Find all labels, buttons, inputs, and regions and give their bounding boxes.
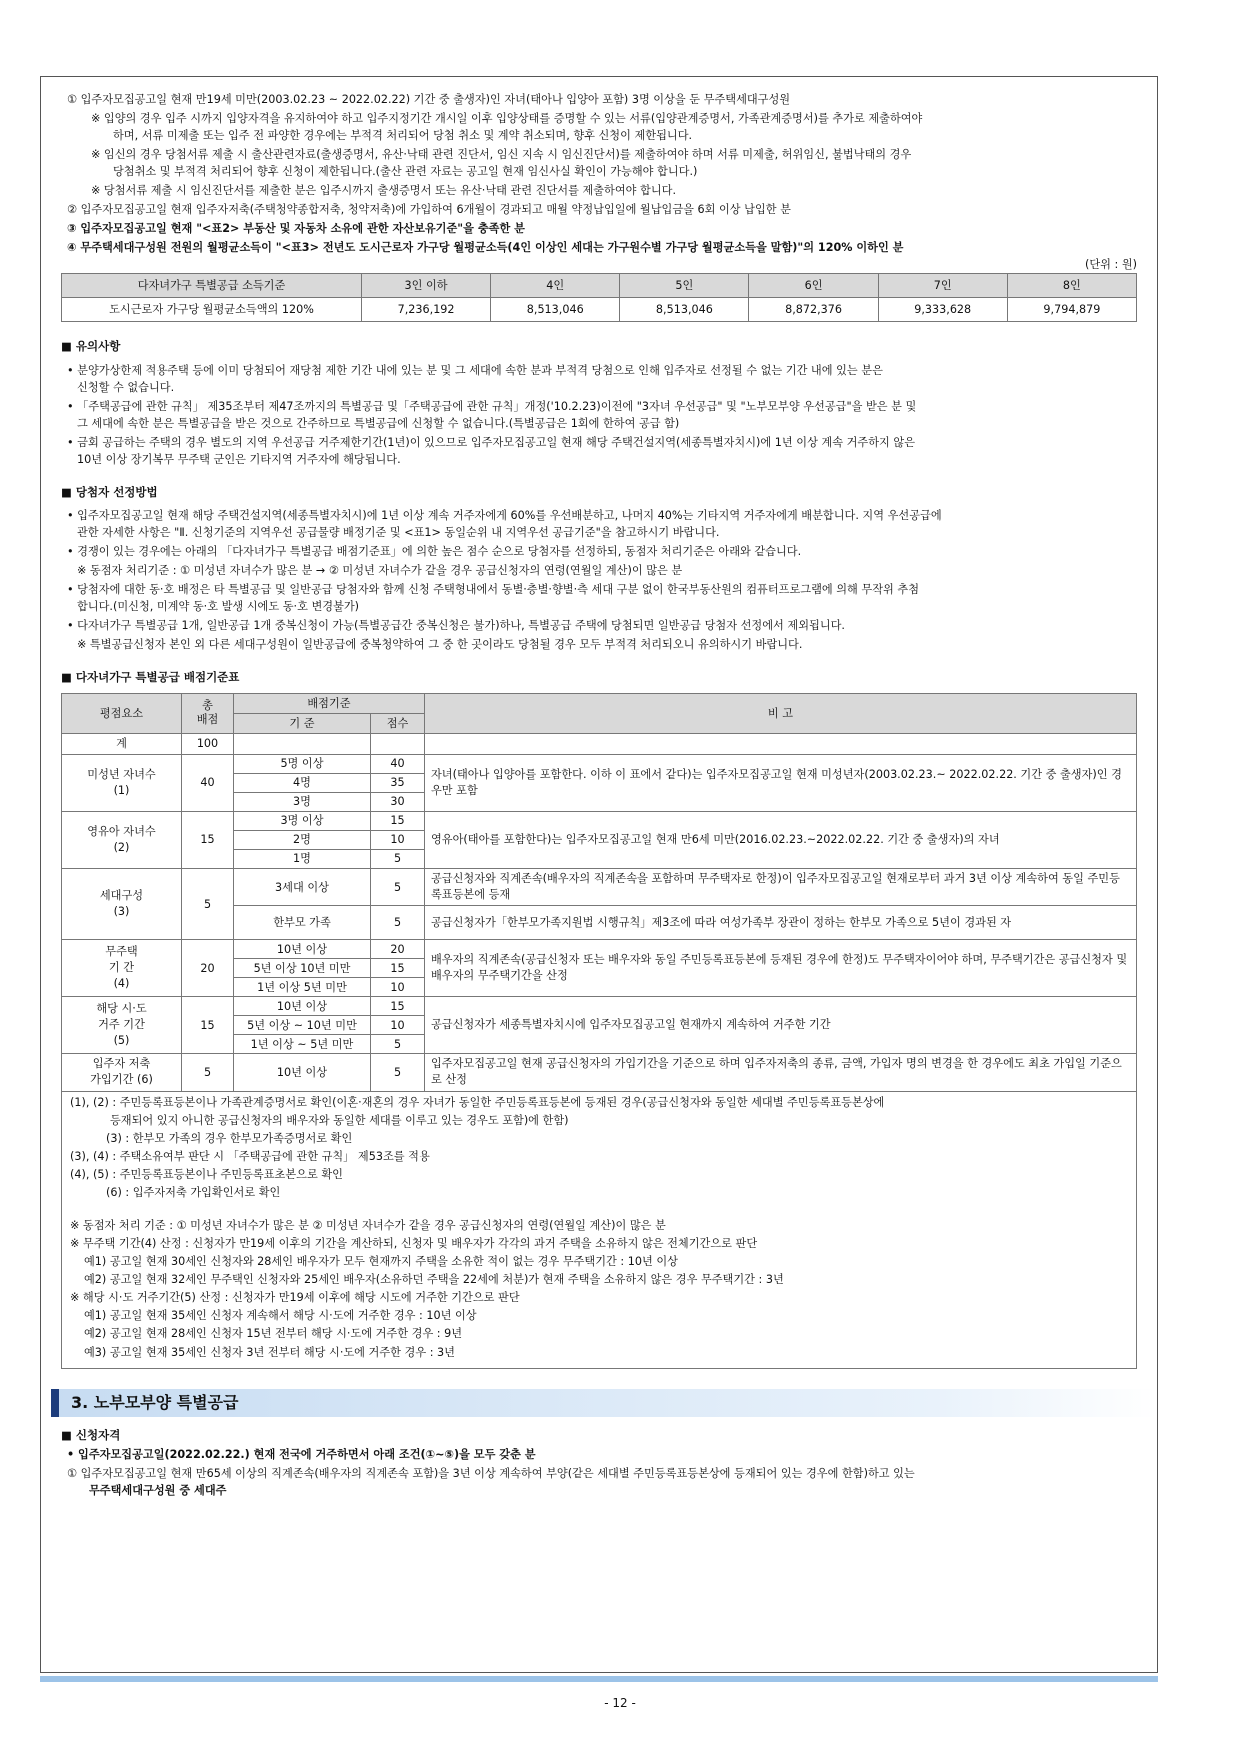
income-header-row	[62, 274, 1137, 298]
eligibility-condition-1-cont: 무주택세대구성원 중 세대주	[89, 1484, 227, 1498]
score-criterion: 10년 이상	[234, 940, 371, 959]
score-row	[62, 868, 1137, 905]
income-header: 6인	[749, 274, 878, 298]
selection-item: • 다자녀가구 특별공급 1개, 일반공급 1개 중복신청이 가능(특별공급간 중복신청은 불가)하나, 특별공급 주택에 당첨되면 일반공급 당첨자 선정에서 제외됩니다.	[67, 619, 845, 633]
score-criterion: 5명 이상	[234, 754, 371, 773]
selection-item: 관한 자세한 사항은 "Ⅱ. 신청기준의 지역우선 공급물량 배정기준 및 <표1> 동일순위 내 지역우선 공급기준"을 참고하시기 바랍니다.	[77, 526, 720, 540]
score-points: 35	[371, 773, 425, 792]
eligibility-item: • 입주자모집공고일(2022.02.22.) 현재 전국에 거주하면서 아래 조건(①~⑤)을 모두 갖춘 분	[67, 1448, 536, 1462]
income-header: 7인	[878, 274, 1007, 298]
income-cell: 도시근로자 가구당 월평균소득액의 120%	[62, 298, 362, 322]
score-total: 40	[182, 754, 234, 811]
score-sum-label: 계	[62, 733, 182, 754]
score-criterion: 3세대 이상	[234, 868, 371, 905]
score-table-title: ■ 다자녀가구 특별공급 배점기준표	[61, 670, 240, 685]
score-total: 5	[182, 1054, 234, 1091]
condition-2: ② 입주자모집공고일 현재 입주자저축(주택청약종합저축, 청약저축)에 가입하여 6개월이 경과되고 매월 약정납입일에 월납입금을 6회 이상 납입한 분	[67, 203, 791, 217]
score-total: 15	[182, 997, 234, 1054]
score-remark: 자녀(태아나 입양아를 포함한다. 이하 이 표에서 같다)는 입주자모집공고일 현재 미성년자(2003.02.23.~ 2022.02.22. 기간 중 출생자)인 경우만 포함	[425, 754, 1137, 811]
score-total: 20	[182, 940, 234, 997]
score-header-factor: 평점요소	[62, 693, 182, 733]
score-row	[62, 1054, 1137, 1091]
score-points: 20	[371, 940, 425, 959]
footnote-line: 등재되어 있지 아니한 공급신청자의 배우자와 동일한 세대를 이루고 있는 경우도 포함)에 한함)	[110, 1113, 569, 1127]
income-cell: 8,872,376	[749, 298, 878, 322]
score-remark: 배우자의 직계존속(공급신청자 또는 배우자와 동일 주민등록표등본에 등재된 경우에 한정)도 무주택자이어야 하며, 무주택기간은 공급신청자 및 배우자의 무주택기간을 산정	[425, 940, 1137, 997]
caution-item: • 「주택공급에 관한 규칙」 제35조부터 제47조까지의 특별공급 및「주택공급에 관한 규칙」개정('10.2.23)이전에 "3자녀 우선공급" 및 "노부모부양 우선공급"을 받은 분 및	[67, 399, 917, 413]
unit-label: (단위 : 원)	[1084, 258, 1137, 272]
score-points: 5	[371, 868, 425, 905]
selection-title: ■ 당첨자 선정방법	[61, 484, 158, 499]
footnote-line: ※ 해당 시·도 거주기간(5) 산정 : 신청자가 만19세 이후에 해당 시도에 거주한 기간으로 판단	[70, 1291, 520, 1305]
footnote-line: (6) : 입주자저축 가입확인서로 확인	[106, 1186, 281, 1200]
score-remark: 공급신청자가 세종특별자치시에 입주자모집공고일 현재까지 계속하여 거주한 기간	[425, 997, 1137, 1054]
score-points: 10	[371, 1016, 425, 1035]
condition-4: ④ 무주택세대구성원 전원의 월평균소득이 "<표3> 전년도 도시근로자 가구당 월평균소득(4인 이상인 세대는 가구원수별 가구당 월평균소득을 말함)"의 120% 이하인 분	[67, 241, 904, 255]
score-points: 30	[371, 792, 425, 811]
score-points: 5	[371, 906, 425, 940]
pregnancy-note: ※ 임신의 경우 당첨서류 제출 시 출산관련자료(출생증명서, 유산·낙태 관련 진단서, 임신 지속 시 임신진단서)를 제출하여야 하며 서류 미제출, 허위임신, 불법낙태의 경우	[91, 148, 912, 162]
score-criterion: 1명	[234, 849, 371, 868]
score-remark: 영유아(태아를 포함한다)는 입주자모집공고일 현재 만6세 미만(2016.02.23.~2022.02.22. 기간 중 출생자)의 자녀	[425, 811, 1137, 868]
score-criterion: 2명	[234, 830, 371, 849]
selection-item: 합니다.(미신청, 미계약 동·호 발생 시에도 동·호 변경불가)	[77, 600, 360, 614]
score-total: 15	[182, 811, 234, 868]
page-number: - 12 -	[604, 1696, 636, 1710]
income-header: 4인	[491, 274, 620, 298]
score-points: 10	[371, 978, 425, 997]
score-remark: 공급신청자와 직계존속(배우자의 직계존속을 포함하며 무주택자로 한정)이 입주자모집공고일 현재로부터 과거 3년 이상 계속하여 동일 주민등록표등본에 등재	[425, 868, 1137, 905]
score-remark: 입주자모집공고일 현재 공급신청자의 가입기간을 기준으로 하며 입주자저축의 종류, 금액, 가입자 명의 변경을 한 경우에도 최초 가입일 기준으로 산정	[425, 1054, 1137, 1091]
document-frame	[40, 76, 1158, 1673]
footnote-line: ※ 무주택 기간(4) 산정 : 신청자가 만19세 이후의 기간을 계산하되, 신청자 및 배우자가 각각의 과거 주택을 소유하지 않은 전체기간으로 판단	[70, 1236, 758, 1250]
footnote-line: 예1) 공고일 현재 35세인 신청자 계속해서 해당 시·도에 거주한 경우 : 10년 이상	[84, 1309, 477, 1323]
footnote-line: (3), (4) : 주택소유여부 판단 시 「주택공급에 관한 규칙」 제53조를 적용	[70, 1150, 430, 1164]
income-header: 5인	[620, 274, 749, 298]
score-factor: 미성년 자녀수 (1)	[62, 754, 182, 811]
score-row	[62, 811, 1137, 830]
footnote-line: (4), (5) : 주민등록표등본이나 주민등록표초본으로 확인	[70, 1168, 343, 1182]
selection-item: ※ 동점자 처리기준 : ① 미성년 자녀수가 많은 분 → ② 미성년 자녀수가 같을 경우 공급신청자의 연령(연월일 계산)이 많은 분	[77, 564, 683, 578]
pregnancy-cert-note: ※ 당첨서류 제출 시 임신진단서를 제출한 분은 입주시까지 출생증명서 또는 유산·낙태 관련 진단서를 제출하여야 합니다.	[91, 184, 677, 198]
score-header-remarks: 비 고	[425, 693, 1137, 733]
caution-item: • 분양가상한제 적용주택 등에 이미 당첨되어 재당첨 제한 기간 내에 있는 분 및 그 세대에 속한 분과 부적격 당첨으로 인해 입주자로 선정될 수 없는 기간 내에 있는 분은	[67, 363, 883, 377]
income-header: 3인 이하	[362, 274, 491, 298]
income-header: 8인	[1007, 274, 1136, 298]
score-header-points: 점수	[371, 713, 425, 733]
score-factor: 입주자 저축 가입기간 (6)	[62, 1054, 182, 1091]
score-sum-row	[62, 733, 1137, 754]
caution-item: 10년 이상 장기복무 무주택 군인은 기타지역 거주자에 해당됩니다.	[77, 452, 401, 466]
selection-item: • 당첨자에 대한 동·호 배정은 타 특별공급 및 일반공급 당첨자와 함께 신청 주택형내에서 동별·층별·향별·측 세대 구분 없이 한국부동산원의 컴퓨터프로그램에 의해 무작위 추첨	[67, 583, 920, 597]
score-criterion: 5년 이상 ~ 10년 미만	[234, 1016, 371, 1035]
score-points: 5	[371, 1054, 425, 1091]
score-criterion: 4명	[234, 773, 371, 792]
adoption-note: ※ 입양의 경우 입주 시까지 입양자격을 유지하여야 하고 입주지정기간 개시일 이후 입양상태를 증명할 수 있는 서류(입양관계증명서, 가족관계증명서)를 추가로 제출하여야	[91, 112, 923, 126]
income-cell: 9,333,628	[878, 298, 1007, 322]
condition-3: ③ 입주자모집공고일 현재 "<표2> 부동산 및 자동차 소유에 관한 자산보유기준"을 충족한 분	[67, 222, 525, 236]
score-points: 15	[371, 811, 425, 830]
score-row	[62, 754, 1137, 773]
score-factor: 세대구성 (3)	[62, 868, 182, 939]
score-header-total: 총 배점	[182, 693, 234, 733]
score-points: 40	[371, 754, 425, 773]
score-header-basis: 기 준	[234, 713, 371, 733]
score-criterion: 한부모 가족	[234, 906, 371, 940]
footnote-line: (3) : 한부모 가족의 경우 한부모가족증명서로 확인	[106, 1132, 353, 1145]
score-criterion: 5년 이상 10년 미만	[234, 959, 371, 978]
caution-item: • 금회 공급하는 주택의 경우 별도의 지역 우선공급 거주제한기간(1년)이 있으므로 입주자모집공고일 현재 해당 주택건설지역(세종특별자치시)에 1년 이상 계속 거주하지 않은	[67, 435, 915, 449]
income-header: 다자녀가구 특별공급 소득기준	[62, 274, 362, 298]
caution-title: ■ 유의사항	[61, 339, 121, 354]
income-row	[62, 298, 1137, 322]
score-total: 5	[182, 868, 234, 939]
score-criterion: 1년 이상 ~ 5년 미만	[234, 1035, 371, 1054]
bottom-rule	[40, 1676, 1158, 1682]
caution-item: 그 세대에 속한 분은 특별공급을 받은 것으로 간주하므로 특별공급에 신청할 수 없습니다.(특별공급은 1회에 한하여 공급 함)	[77, 416, 680, 430]
footnote-line: 예2) 공고일 현재 28세인 신청자 15년 전부터 해당 시·도에 거주한 경우 : 9년	[84, 1327, 463, 1341]
score-header-row	[62, 693, 1137, 713]
score-points: 5	[371, 849, 425, 868]
score-sum-value: 100	[182, 733, 234, 754]
caution-item: 신청할 수 없습니다.	[77, 380, 175, 394]
score-row	[62, 940, 1137, 959]
income-cell: 9,794,879	[1007, 298, 1136, 322]
score-factor: 해당 시·도 거주 기간 (5)	[62, 997, 182, 1054]
footnote-line: (1), (2) : 주민등록표등본이나 가족관계증명서로 확인(이혼·재혼의 경우 자녀가 동일한 주민등록표등본에 등재된 경우(공급신청자와 동일한 세대별 주민등록표등본상에	[70, 1095, 885, 1109]
footnote-line: 예3) 공고일 현재 35세인 신청자 3년 전부터 해당 시·도에 거주한 경우 : 3년	[84, 1345, 455, 1359]
score-header-criteria: 배점기준	[234, 693, 425, 713]
score-factor: 영유아 자녀수 (2)	[62, 811, 182, 868]
score-criterion: 3명 이상	[234, 811, 371, 830]
score-footnotes	[61, 1092, 1137, 1369]
footnote-line: 예2) 공고일 현재 32세인 무주택인 신청자와 25세인 배우자(소유하던 주택을 22세에 처분)가 현재 주택을 소유하지 않은 경우 무주택기간 : 3년	[84, 1272, 784, 1286]
score-points: 10	[371, 830, 425, 849]
income-cell: 7,236,192	[362, 298, 491, 322]
footnote-line: ※ 동점자 처리 기준 : ① 미성년 자녀수가 많은 분 ② 미성년 자녀수가 같을 경우 공급신청자의 연령(연월일 계산)이 많은 분	[70, 1218, 666, 1232]
score-table	[61, 693, 1137, 1092]
banner-bar	[51, 1389, 59, 1417]
income-table	[61, 273, 1137, 322]
score-points: 5	[371, 1035, 425, 1054]
selection-item: ※ 특별공급신청자 본인 외 다른 세대구성원이 일반공급에 중복청약하여 그 중 한 곳이라도 당첨될 경우 모두 부적격 처리되오니 유의하시기 바랍니다.	[77, 638, 803, 652]
selection-item: • 입주자모집공고일 현재 해당 주택건설지역(세종특별자치시)에 1년 이상 계속 거주자에게 60%를 우선배분하고, 나머지 40%는 기타지역 거주자에게 배분합니다. 지역 우선공급에	[67, 509, 942, 523]
income-cell: 8,513,046	[491, 298, 620, 322]
score-points: 15	[371, 997, 425, 1016]
section-title: 3. 노부모부양 특별공급	[71, 1392, 239, 1412]
score-criterion: 10년 이상	[234, 997, 371, 1016]
condition-1: ① 입주자모집공고일 현재 만19세 미만(2003.02.23 ~ 2022.02.22) 기간 중 출생자)인 자녀(태아나 입양아 포함) 3명 이상을 둔 무주택세대구성원	[67, 93, 791, 106]
income-cell: 8,513,046	[620, 298, 749, 322]
pregnancy-note-cont: 당첨취소 및 부적격 처리되어 향후 신청이 제한됩니다.(출산 관련 자료는 공고일 현재 임신사실 확인이 가능해야 합니다.)	[113, 165, 698, 179]
score-criterion: 1년 이상 5년 미만	[234, 978, 371, 997]
score-remark: 공급신청자가「한부모가족지원법 시행규칙」제3조에 따라 여성가족부 장관이 정하는 한부모 가족으로 5년이 경과된 자	[425, 906, 1137, 940]
score-factor: 무주택 기 간 (4)	[62, 940, 182, 997]
adoption-note-cont: 하며, 서류 미제출 또는 입주 전 파양한 경우에는 부적격 처리되어 당첨 취소 및 계약 취소되며, 향후 신청이 제한됩니다.	[113, 129, 693, 143]
section-banner	[51, 1389, 1157, 1417]
eligibility-title: ■ 신청자격	[61, 1427, 121, 1442]
footnote-line: 예1) 공고일 현재 30세인 신청자와 28세인 배우자가 모두 현재까지 주택을 소유한 적이 없는 경우 무주택기간 : 10년 이상	[84, 1254, 678, 1268]
eligibility-condition-1: ① 입주자모집공고일 현재 만65세 이상의 직계존속(배우자의 직계존속 포함)을 3년 이상 계속하여 부양(같은 세대별 주민등록표등본상에 등재되어 있는 경우에 한함)하고 있는	[67, 1467, 915, 1481]
score-row	[62, 997, 1137, 1016]
score-points: 15	[371, 959, 425, 978]
score-criterion: 3명	[234, 792, 371, 811]
selection-item: • 경쟁이 있는 경우에는 아래의 「다자녀가구 특별공급 배점기준표」에 의한 높은 점수 순으로 당첨자를 선정하되, 동점자 처리기준은 아래와 같습니다.	[67, 545, 802, 559]
score-criterion: 10년 이상	[234, 1054, 371, 1091]
